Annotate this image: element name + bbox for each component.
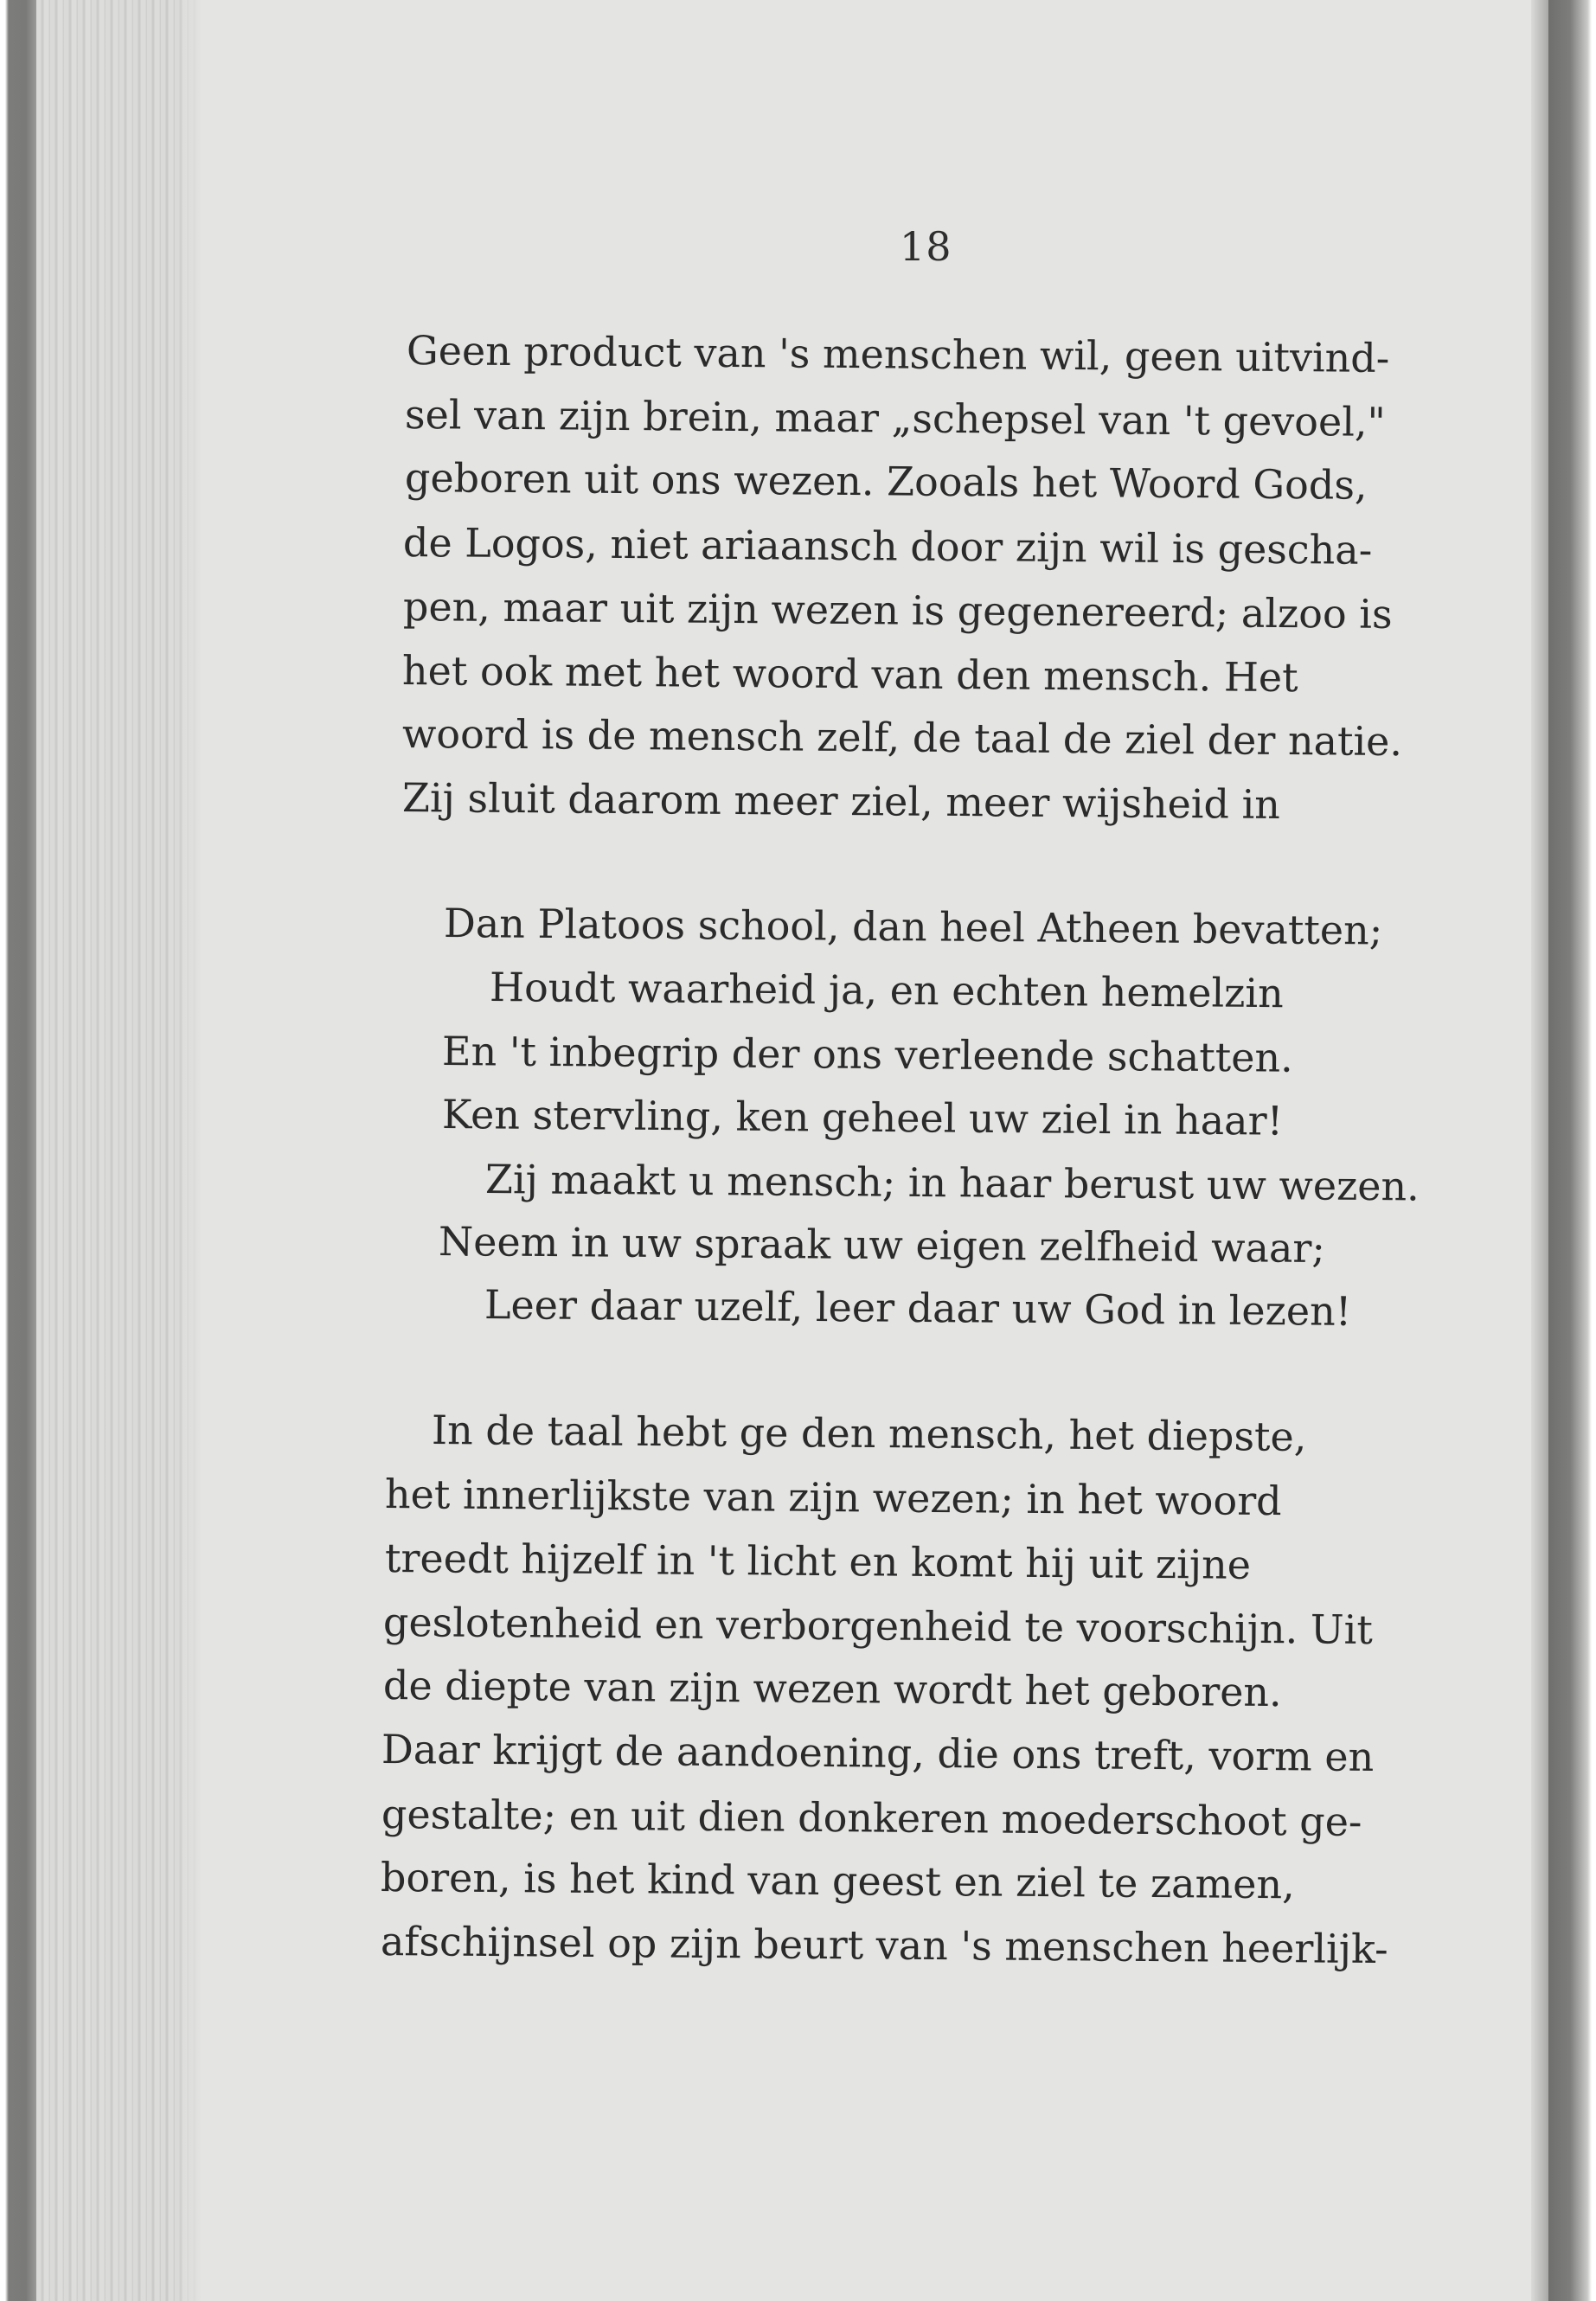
prose-line: het ook met het woord van den mensch. Het [401,647,1298,702]
verse-line: Dan Platoos school, dan heel Atheen bevatten; [443,900,1383,954]
prose-line: het innerlijkste van zijn wezen; in het woord [384,1471,1282,1525]
prose-line: de diepte van zijn wezen wordt het geboren. [382,1662,1282,1716]
prose-line: Zij sluit daarom meer ziel, meer wijsheid in [401,774,1281,828]
prose-line: treedt hijzelf in 't licht en komt hij uit zijne [384,1535,1252,1588]
prose-line: woord is de mensch zelf, de taal de ziel der natie. [401,710,1403,766]
verse-line: Ken stervling, ken geheel uw ziel in haar! [441,1091,1284,1144]
prose-line: geslotenheid en verborgenheid te voorschijn. Uit [382,1599,1374,1653]
prose-line: afschijnsel op zijn beurt van 's menschen heerlijk- [380,1918,1388,1973]
verse-line: Zij maakt u mensch; in haar berust uw wezen. [484,1156,1420,1210]
verse-line: Neem in uw spraak uw eigen zelfheid waar; [438,1218,1326,1272]
prose-line: Geen product van 's menschen wil, geen uitvind- [406,327,1390,381]
verse-line: En 't inbegrip der ons verleende schatten. [441,1028,1293,1081]
prose-line: In de taal hebt ge den mensch, het diepste, [431,1407,1307,1460]
page-number: 18 [900,223,952,270]
verse-line: Leer daar uzelf, leer daar uw God in lezen! [484,1281,1352,1335]
prose-line: geboren uit ons wezen. Zooals het Woord Gods, [404,454,1368,509]
prose-line: de Logos, niet ariaansch door zijn wil is geschа- [402,519,1373,574]
prose-line: boren, is het kind van geest en ziel te zamen, [380,1854,1295,1908]
prose-line: Daar krijgt de aandoening, die ons treft, vorm en [381,1726,1375,1781]
prose-line: sel van zijn brein, maar „schepsel van 't gevoel," [404,391,1386,445]
prose-line: gestalte; en uit dien donkeren moederschoot ge- [381,1791,1362,1845]
verse-line: Houdt waarheid ja, en echten hemelzin [489,964,1284,1017]
prose-line: pen, maar uit zijn wezen is gegenereerd; alzoo is [402,583,1393,638]
